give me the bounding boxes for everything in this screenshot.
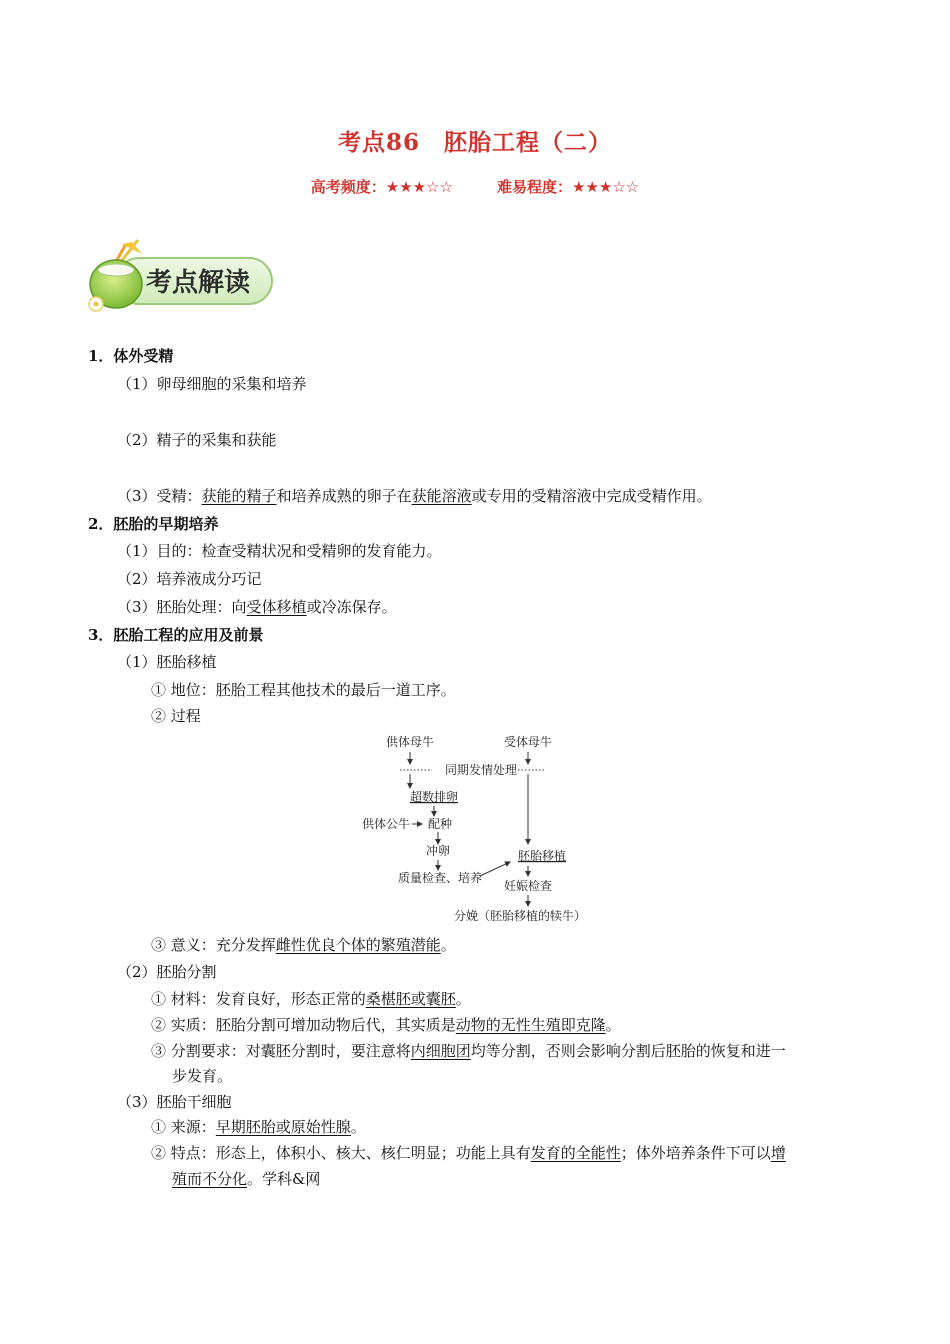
node-superovulation: 超数排卵 xyxy=(409,790,459,804)
difficulty-label: 难易程度： xyxy=(497,178,573,196)
s3-p2-item-c-cont: 步发育。 xyxy=(172,1067,233,1085)
ratings-line xyxy=(0,176,950,197)
key-term: 获能的精子 xyxy=(201,487,277,505)
key-term: 动物的无性生殖即克隆 xyxy=(455,1016,606,1034)
node-donor-bull: 供体公牛 xyxy=(362,817,411,831)
s1-item-1: （1）卵母细胞的采集和培养 xyxy=(117,375,307,393)
section-badge xyxy=(86,238,276,318)
s3-p2-item-b: ② 实质：胚胎分割可增加动物后代，其实质是动物的无性生殖即克隆。 xyxy=(151,1016,621,1034)
node-birth: 分娩（胚胎移植的犊牛） xyxy=(453,909,587,923)
key-term: 桑椹胚或囊胚 xyxy=(365,990,456,1008)
s3-p2-item-a: ① 材料：发育良好，形态正常的桑椹胚或囊胚。 xyxy=(151,990,471,1008)
node-embryo-transfer: 胚胎移植 xyxy=(517,849,567,863)
section-3-heading: 3．胚胎工程的应用及前景 xyxy=(88,626,264,644)
difficulty-stars: ★★★☆☆ xyxy=(572,178,640,196)
section-2-heading: 2．胚胎的早期培养 xyxy=(88,515,219,533)
key-term: 早期胚胎或原始性腺 xyxy=(215,1118,351,1136)
key-term: 发育的全能性 xyxy=(530,1144,621,1162)
s2-item-1: （1）目的：检查受精状况和受精卵的发育能力。 xyxy=(117,542,442,560)
key-term: 受体移植 xyxy=(246,598,307,616)
page-title: 考点86 胚胎工程（二） xyxy=(337,129,612,156)
node-sync-estrus: 同期发情处理 xyxy=(444,763,518,777)
key-term: 获能溶液 xyxy=(411,487,472,505)
key-term: 殖而不分化 xyxy=(172,1170,248,1188)
s3-p1-item-a: ① 地位：胚胎工程其他技术的最后一道工序。 xyxy=(151,681,456,699)
s3-p1-item-c: ③ 意义：充分发挥雌性优良个体的繁殖潜能。 xyxy=(151,936,456,954)
s1-item-3: （3）受精：获能的精子和培养成熟的卵子在获能溶液或专用的受精溶液中完成受精作用。 xyxy=(117,487,712,505)
node-mating: 配种 xyxy=(427,817,453,831)
section-1-heading: 1．体外受精 xyxy=(88,347,174,365)
s3-p2-item-c: ③ 分割要求：对囊胚分割时，要注意将内细胞团均等分割，否则会影响分割后胚胎的恢复和进一 xyxy=(151,1042,786,1060)
node-flush: 冲卵 xyxy=(425,844,451,858)
frequency-stars: ★★★☆☆ xyxy=(385,178,453,196)
s3-p3-item-b: ② 特点：形态上，体积小、核大、核仁明显；功能上具有发育的全能性；体外培养条件下可以增 xyxy=(151,1144,786,1162)
s3-part-2-label: （2）胚胎分割 xyxy=(117,963,217,981)
node-quality-check: 质量检查、培养 xyxy=(397,871,483,885)
embryo-transfer-flowchart xyxy=(352,728,612,928)
node-recipient-cow: 受体母牛 xyxy=(503,735,553,749)
frequency-label: 高考频度： xyxy=(310,178,386,196)
key-term: 雌性优良个体的繁殖潜能 xyxy=(275,936,441,954)
node-donor-cow: 供体母牛 xyxy=(385,735,435,749)
node-pregnancy-check: 妊娠检查 xyxy=(503,879,553,893)
badge-text: 考点解读 xyxy=(145,268,251,298)
s2-item-3: （3）胚胎处理：向受体移植或冷冻保存。 xyxy=(117,598,397,616)
s3-p1-item-b: ② 过程 xyxy=(151,707,201,725)
key-term: 增 xyxy=(770,1144,786,1162)
s3-part-3-label: （3）胚胎干细胞 xyxy=(117,1093,232,1111)
s3-p3-item-b-cont: 殖而不分化。学科&网 xyxy=(172,1170,321,1188)
s1-item-2: （2）精子的采集和获能 xyxy=(117,431,277,449)
s3-part-1-label: （1）胚胎移植 xyxy=(117,653,217,671)
s3-p3-item-a: ① 来源：早期胚胎或原始性腺。 xyxy=(151,1118,366,1136)
key-term: 内细胞团 xyxy=(410,1042,471,1060)
s2-item-2: （2）培养液成分巧记 xyxy=(117,570,262,588)
